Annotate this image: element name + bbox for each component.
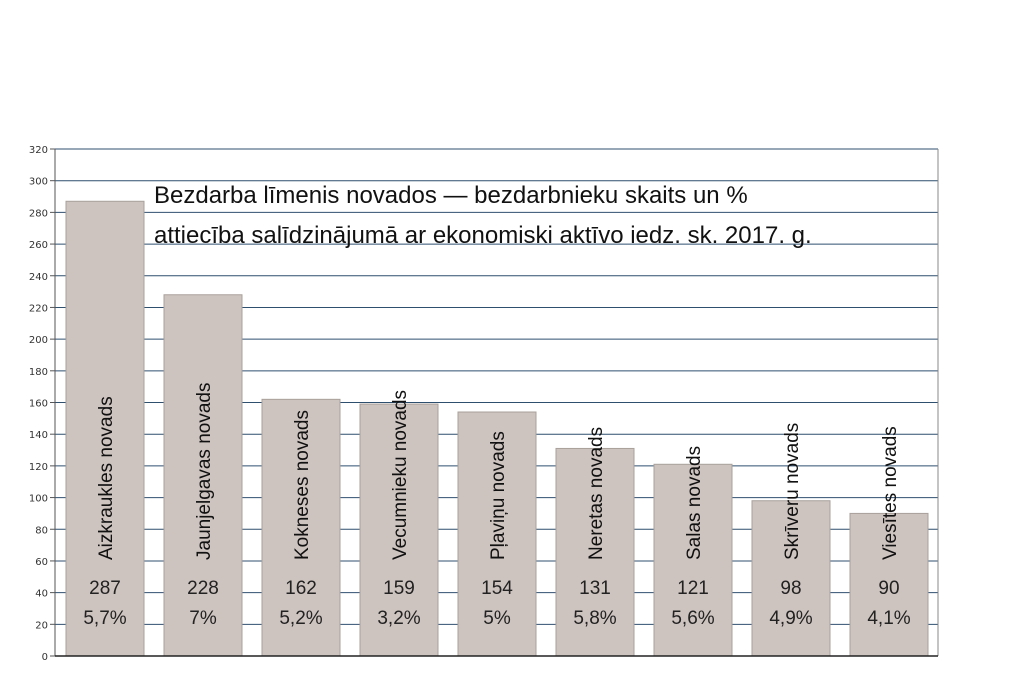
y-tick-label: 300 [28, 176, 48, 188]
y-tick-label: 240 [28, 271, 48, 283]
y-tick-label: 260 [28, 240, 48, 252]
bar-percent-label: 5,6% [671, 608, 715, 629]
bar-percent-label: 5,8% [573, 608, 617, 629]
bar-percent-label: 5% [483, 608, 511, 629]
bar-value-label: 121 [677, 578, 709, 599]
y-tick-label: 120 [28, 461, 48, 473]
category-label: Vecumnieku novads [390, 389, 411, 560]
y-tick-label: 80 [35, 525, 48, 537]
bar-percent-label: 5,7% [83, 608, 127, 629]
category-label: Salas novads [684, 445, 705, 560]
y-axis-ticks [29, 145, 55, 663]
category-label: Aizkraukles novads [96, 396, 117, 560]
category-label: Skrīveru novads [782, 422, 803, 560]
y-tick-label: 200 [28, 335, 48, 347]
chart-title-line-1: Bezdarba līmenis novados — bezdarbnieku skaits un % [154, 182, 748, 209]
bar-percent-label: 4,9% [769, 608, 813, 629]
category-label: Jaunjelgavas novads [194, 382, 215, 560]
bar-value-label: 162 [285, 578, 317, 599]
y-tick-label: 160 [28, 398, 48, 410]
category-label: Viesītes novads [880, 426, 901, 560]
y-tick-label: 40 [35, 588, 48, 600]
bar-percent-label: 5,2% [279, 608, 323, 629]
y-tick-label: 140 [28, 430, 48, 442]
bar-value-label: 159 [383, 578, 415, 599]
bar-percent-label: 7% [189, 608, 217, 629]
y-tick-label: 0 [41, 652, 48, 663]
category-label: Pļaviņu novads [488, 431, 509, 560]
bar-value-label: 287 [89, 578, 121, 599]
chart-title [154, 182, 812, 249]
y-tick-label: 220 [28, 303, 48, 315]
category-label: Kokneses novads [292, 410, 313, 560]
y-tick-label: 280 [28, 208, 48, 220]
y-tick-label: 100 [28, 493, 48, 505]
category-label: Neretas novads [586, 426, 607, 560]
bar-percent-label: 4,1% [867, 608, 911, 629]
y-tick-label: 60 [35, 556, 48, 568]
bar-value-label: 90 [878, 578, 900, 599]
chart-title-line-2: attiecība salīdzinājumā ar ekonomiski aktīvo iedz. sk. 2017. g. [154, 222, 812, 249]
y-tick-label: 20 [35, 620, 48, 632]
bar-value-label: 228 [187, 578, 219, 599]
y-tick-label: 320 [28, 145, 48, 156]
bar-value-label: 154 [481, 578, 513, 599]
bar-value-label: 131 [579, 578, 611, 599]
bar-value-label: 98 [780, 578, 802, 599]
y-tick-label: 180 [28, 366, 48, 378]
bar-percent-label: 3,2% [377, 608, 421, 629]
